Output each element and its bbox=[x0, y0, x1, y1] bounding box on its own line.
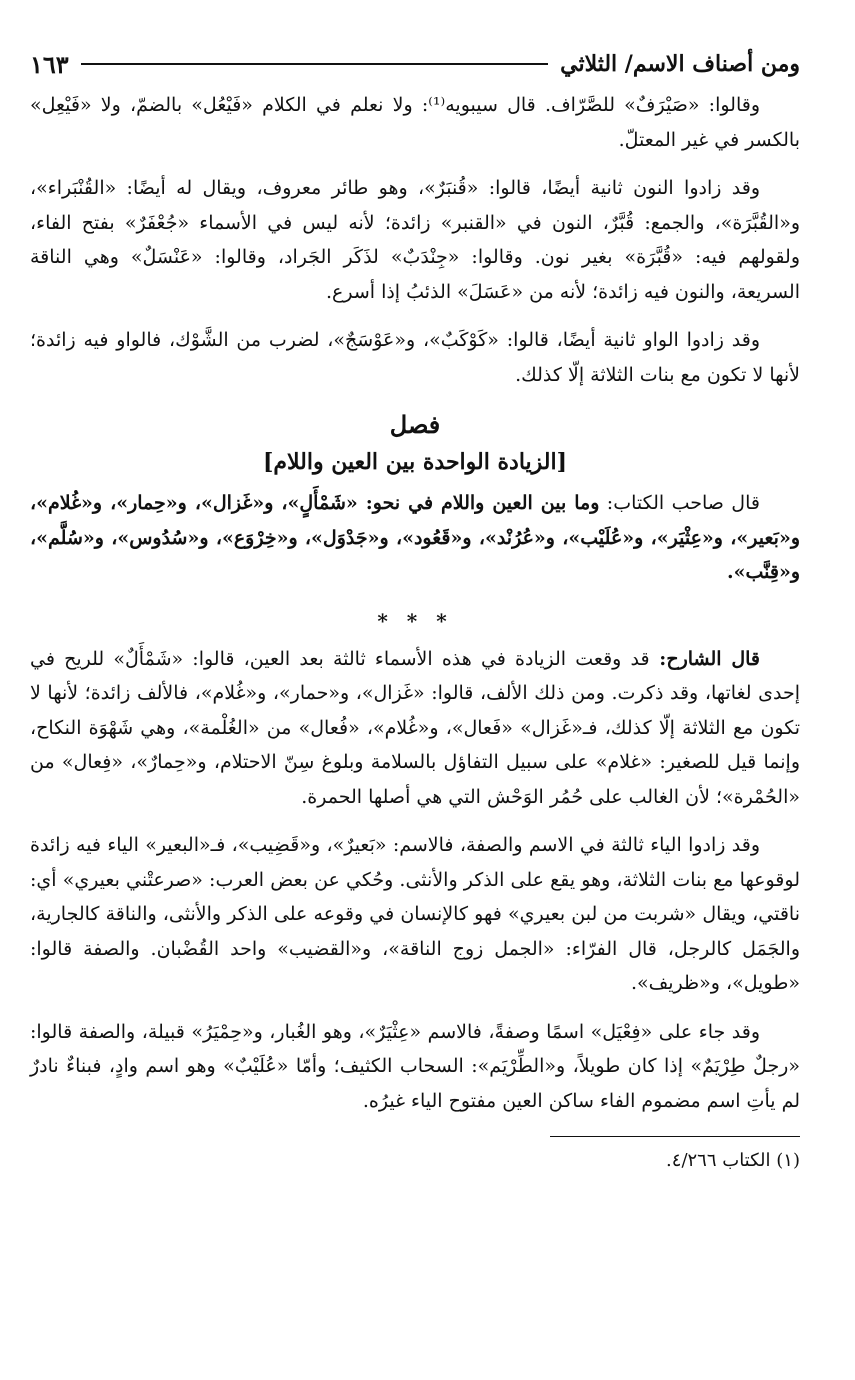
section-separator: * * * bbox=[377, 608, 453, 633]
paragraph-sayraf: وقالوا: «صَيْرَفٌ» للصَّرّاف. قال سيبويه⁽¹⁾: ولا نعلم في الكلام «فَيْعُل» بالضمّ، ولا «فَيْعِل» بالكسر في غير المعتلّ. bbox=[30, 94, 800, 151]
page-header bbox=[30, 40, 800, 88]
section-subtitle: [الزيادة الواحدة بين العين واللام] bbox=[262, 449, 568, 475]
header-rule bbox=[81, 63, 548, 65]
paragraph-waw: وقد زادوا الواو ثانية أيضًا، قالوا: «كَوْكَبٌ»، و«عَوْسَجٌ»، لضرب من الشَّوْك، فالواو فيه زائدة؛ لأنها لا تكون مع بنات الثلاثة إلّا كذلك. bbox=[30, 329, 800, 386]
paragraph-nun: وقد زادوا النون ثانية أيضًا، قالوا: «قُنبَرٌ»، وهو طائر معروف، ويقال له أيضًا: «القُنْبَراء»، و«القُبَّرَة»، والجمع: قُبَّرٌ، النون في «القنبر» زائدة؛ لأنه ليس في الأسماء «جُعْفَرٌ» بفتح الفاء، ولقولهم فيه: «قُبَّرَة» بغير نون. وقالوا: «جِنْدَبٌ» لذَكَر الجَراد، وقالوا: «عَنْسَلٌ» وهي الناقة السريعة، والنون فيه زائدة؛ لأنه من «عَسَلَ» الذئبُ إذا أسرع. bbox=[30, 177, 800, 303]
paragraph-ya: وقد زادوا الياء ثالثة في الاسم والصفة، فالاسم: «بَعيرٌ»، و«قَضِيب»، فـ«البعير» الياء فيه زائدة لوقوعها مع بنات الثلاثة، وهو يقع على الذكر والأنثى. وحُكي عن بعض العرب: «صرعتْني بعيري» أي: ناقتي، ويقال «شربت من لبن بعيري» فهو كالإنسان في وقوعه على الذكر والأنثى، والناقة كالجارية، والجَمَل كالرجل، قال الفرّاء: «الجمل زوج الناقة»، و«القضيب» واحد القُضْبان. والصفة قالوا: «طويل»، و«ظريف». bbox=[30, 834, 800, 994]
running-title: ومن أصناف الاسم/ الثلاثي bbox=[560, 51, 800, 77]
paragraph-fiyal: وقد جاء على «فِعْيَل» اسمًا وصفةً، فالاسم «عِثْيَرٌ»، وهو الغُبار، و«حِمْيَرُ» قبيلة، والصفة قالوا: «رجلٌ طِرْيَمٌ» إذا كان طويلاً، و«الطِّرْيَم»: السحاب الكثيف؛ وأمّا «عُلَيْبٌ» وهو اسم وادٍ، فبناءٌ نادرٌ لم يأتِ اسم مضموم الفاء ساكن العين مفتوح الياء غيرُه. bbox=[30, 1020, 800, 1112]
footnote: (١) الكتاب ٤/٢٦٦. bbox=[666, 1150, 800, 1171]
sharh-lead: قال الشارح: bbox=[649, 647, 760, 670]
matn-lead: قال صاحب الكتاب: bbox=[599, 492, 760, 514]
matn-text: وما بين العين واللام في نحو: «شَمْأَلٍ»، و«غَزال»، و«حِمار»، و«غُلام»، و«بَعير»، و«عِثْيَر»، و«عُلَيْب»، و«عُرُنْد»، و«قَعُود»، و«جَدْوَل»، و«خِرْوَع»، و«سُدُوس»، و«سُلَّم»، و«قِنَّب». bbox=[30, 492, 800, 583]
section-title: فصل bbox=[389, 410, 441, 439]
sharh-paragraph bbox=[30, 642, 800, 815]
footnote-rule bbox=[550, 1136, 800, 1137]
page-number: ١٦٣ bbox=[30, 49, 69, 79]
sharh-text: قد وقعت الزيادة في هذه الأسماء ثالثة بعد العين، قالوا: «شَمْأَلٌ» للريح في إحدى لغاتها، وقد ذكرت. ومن ذلك الألف، قالوا: «غَزال»، و«حمار»، و«غُلام»، فالألف زائدة؛ لأنها لا تكون مع الثلاثة إلّا كذلك، فـ«غَزال» «فَعال»، و«غُلام»، «فُعال» من «الغُلْمة»، وهي شَهْوَة النكاح، وإنما قيل للصغير: «غلام» على سبيل التفاؤل بالسلامة وبلوغ سِنّ الاحتلام، و«حِمارٌ»، «فِعال» من «الحُمْرة»؛ لأن الغالب على حُمُر الوَحْش التي هي أصلها الحمرة. bbox=[30, 647, 800, 808]
matn-paragraph bbox=[30, 486, 800, 590]
